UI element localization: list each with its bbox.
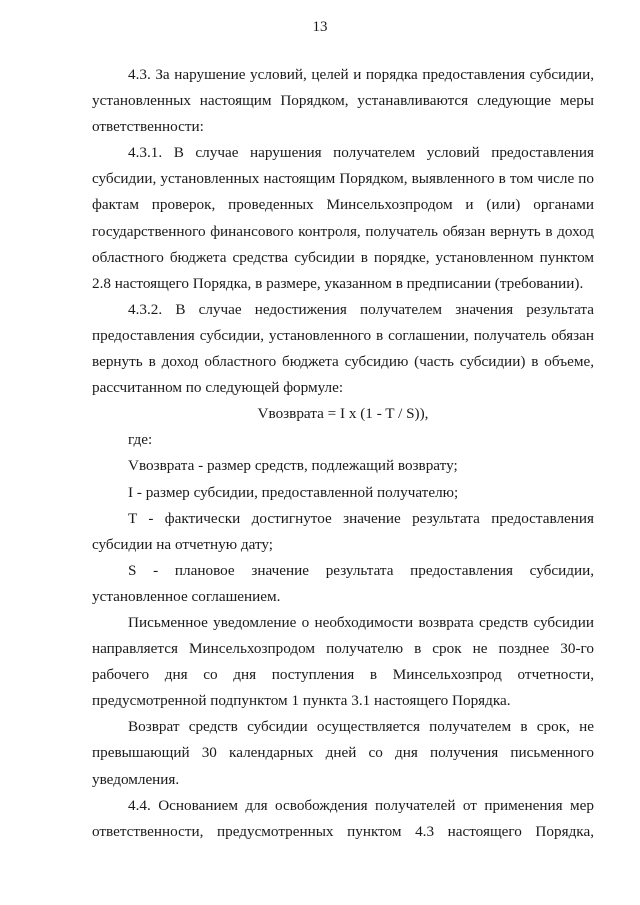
text-line: Vвозврата - размер средств, подлежащий возврату; <box>128 457 458 475</box>
text-line: 4.4. Основанием для освобождения получателей от применения мер <box>128 796 594 814</box>
text-line: предоставления субсидии, установленного в соглашении, получатель обязан <box>92 326 594 344</box>
text-line: рассчитанном по следующей формуле: <box>92 379 344 397</box>
text-line: уведомления. <box>92 770 180 788</box>
text-line: ответственности, предусмотренных пунктом 4.3 настоящего Порядка, <box>92 822 594 840</box>
body-text <box>92 62 594 845</box>
text-line: 4.3.2. В случае недостижения получателем значения результата <box>128 300 594 318</box>
text-line: превышающий 30 календарных дней со дня получения письменного <box>92 744 594 762</box>
text-line: 2.8 настоящего Порядка, в размере, указанном в предписании (требовании). <box>92 274 584 292</box>
text-line: ответственности: <box>92 118 204 136</box>
text-line: субсидии, установленных настоящим Порядком, выявленного в том числе по <box>92 170 594 188</box>
formula-line: Vвозврата = I x (1 - T / S)), <box>257 405 429 423</box>
text-line: установленное соглашением. <box>92 587 281 605</box>
text-line: Возврат средств субсидии осуществляется получателем в срок, не <box>128 718 594 736</box>
text-line: установленных настоящим Порядком, устанавливаются следующие меры <box>92 92 594 110</box>
text-line: фактам проверок, проведенных Минсельхозпродом и (или) органами <box>92 196 594 214</box>
text-line: государственного финансового контроля, получатель обязан вернуть в доход <box>92 222 594 240</box>
text-line: областного бюджета средства субсидии в порядке, установленном пунктом <box>92 248 594 266</box>
text-line: где: <box>128 431 153 449</box>
text-line: I - размер субсидии, предоставленной получателю; <box>128 483 459 501</box>
page-number: 13 <box>312 19 328 35</box>
text-line: предусмотренной подпунктом 1 пункта 3.1 настоящего Порядка. <box>92 692 511 710</box>
text-line: Письменное уведомление о необходимости возврата средств субсидии <box>128 613 594 631</box>
text-line: 4.3.1. В случае нарушения получателем условий предоставления <box>128 144 594 162</box>
text-line: T - фактически достигнутое значение результата предоставления <box>128 509 594 527</box>
text-line: 4.3. За нарушение условий, целей и порядка предоставления субсидии, <box>128 66 594 83</box>
text-line: рабочего дня со дня поступления в Минсельхозпрод отчетности, <box>92 666 594 684</box>
text-line: субсидии на отчетную дату; <box>92 535 274 553</box>
text-line: направляется Минсельхозпродом получателю в срок не позднее 30-го <box>92 640 594 658</box>
text-line: вернуть в доход областного бюджета субсидию (часть субсидии) в объеме, <box>92 353 594 371</box>
text-line: S - плановое значение результата предоставления субсидии, <box>128 561 594 579</box>
